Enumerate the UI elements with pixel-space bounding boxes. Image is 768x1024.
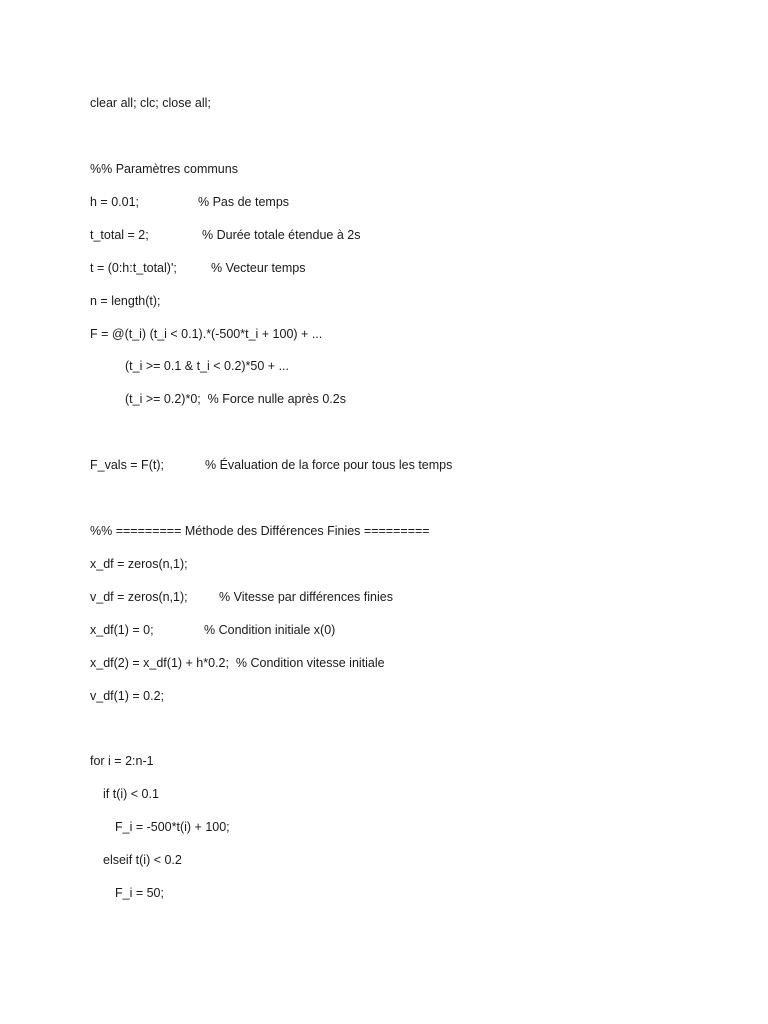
code-line-clear: clear all; clc; close all;: [90, 96, 211, 110]
code-line-f-vals: F_vals = F(t);: [90, 458, 164, 472]
code-line-elseif: elseif t(i) < 0.2: [103, 853, 182, 867]
code-line-force-cont1: (t_i >= 0.1 & t_i < 0.2)*50 + ...: [125, 359, 289, 373]
comment-x-df-1: % Condition initiale x(0): [204, 623, 336, 637]
code-line-section-df: %% ========= Méthode des Différences Finies =========: [90, 524, 430, 538]
code-line-force-def: F = @(t_i) (t_i < 0.1).*(-500*t_i + 100) + ...: [90, 327, 323, 341]
code-line-fi-1: F_i = -500*t(i) + 100;: [115, 820, 230, 834]
code-line-fi-2: F_i = 50;: [115, 886, 164, 900]
comment-t: % Vecteur temps: [211, 261, 306, 275]
code-line-t-total: t_total = 2;: [90, 228, 149, 242]
comment-t-total: % Durée totale étendue à 2s: [202, 228, 361, 242]
code-line-x-df-2: x_df(2) = x_df(1) + h*0.2; % Condition vitesse initiale: [90, 656, 385, 670]
comment-h: % Pas de temps: [198, 195, 290, 209]
code-line-t: t = (0:h:t_total)';: [90, 261, 177, 275]
code-line-h: h = 0.01;: [90, 195, 139, 209]
code-line-if: if t(i) < 0.1: [103, 787, 159, 801]
comment-f-vals: % Évaluation de la force pour tous les temps: [205, 458, 453, 472]
code-line-x-df: x_df = zeros(n,1);: [90, 557, 188, 571]
code-line-v-df-1: v_df(1) = 0.2;: [90, 689, 164, 703]
comment-v-df: % Vitesse par différences finies: [219, 590, 393, 604]
code-line-v-df: v_df = zeros(n,1);: [90, 590, 188, 604]
code-line-force-cont2: (t_i >= 0.2)*0; % Force nulle après 0.2s: [125, 392, 346, 406]
code-line-n: n = length(t);: [90, 294, 161, 308]
code-line-x-df-1: x_df(1) = 0;: [90, 623, 154, 637]
code-line-section-params: %% Paramètres communs: [90, 162, 238, 176]
code-line-for: for i = 2:n-1: [90, 754, 154, 768]
